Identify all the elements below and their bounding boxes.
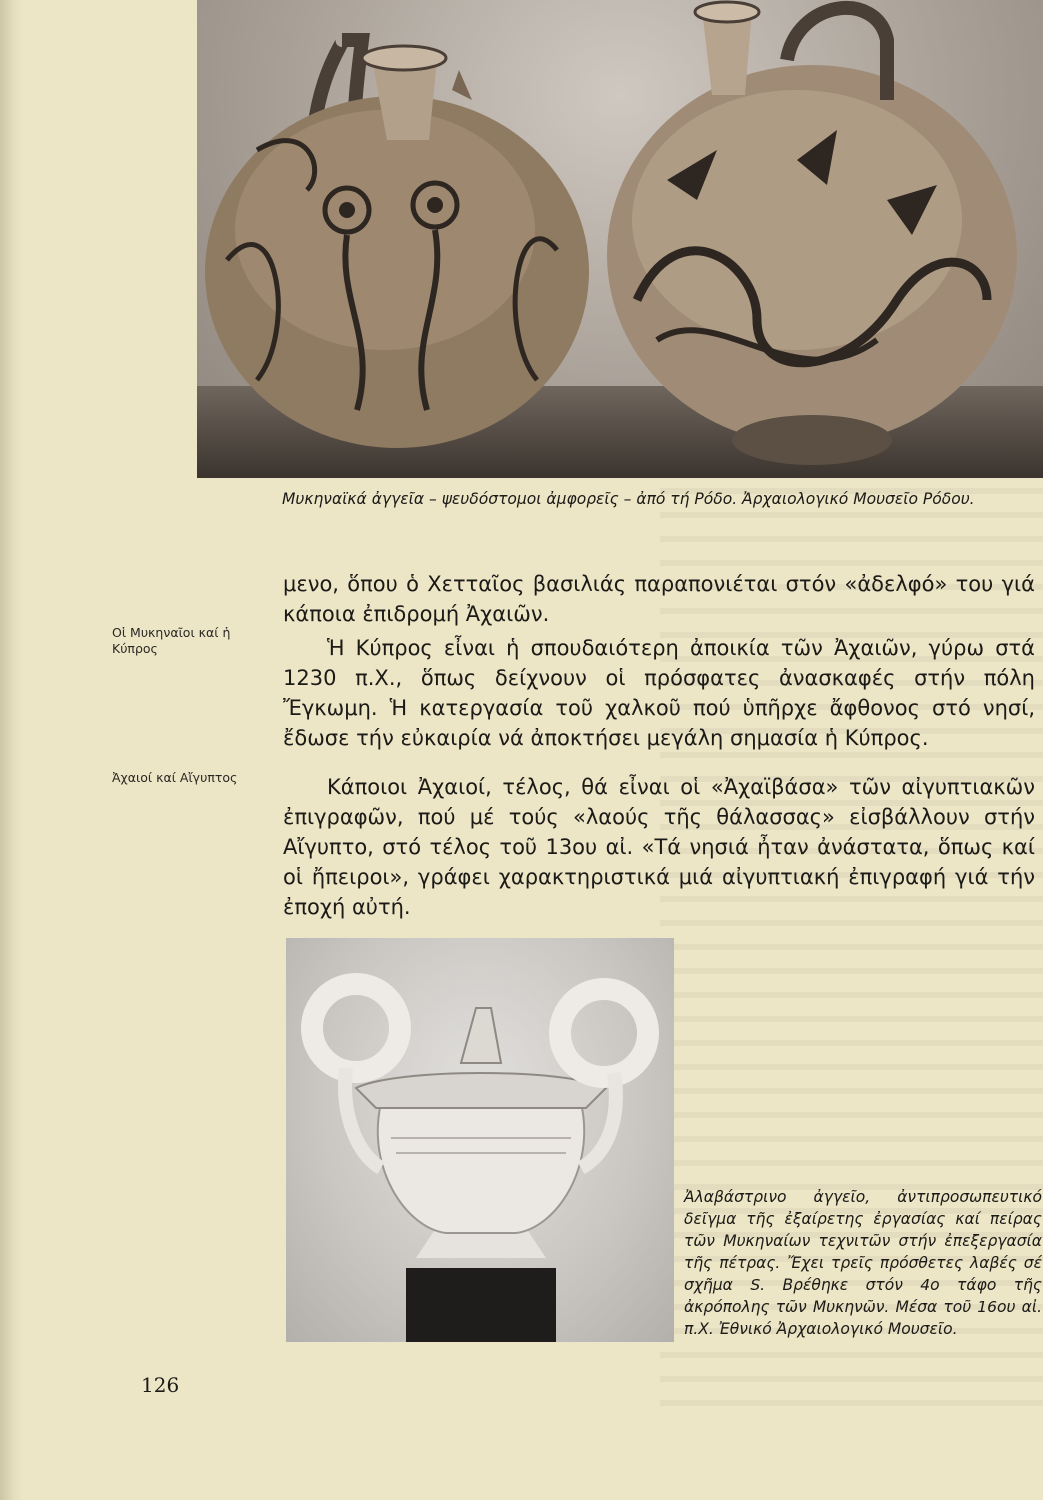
- top-figure-caption: Μυκηναϊκά ἀγγεῖα – ψευδόστομοι ἀμφορεῖς – ἀπό τή Ρόδο. Ἀρχαιολογικό Μουσεῖο Ρόδου.: [282, 490, 975, 508]
- margin-note-achaeans-egypt: Ἀχαιοί καί Αἴγυπτος: [112, 770, 238, 785]
- page-gutter-shadow: [0, 0, 22, 1500]
- paragraph-achaeans: Κάποιοι Ἀχαιοί, τέλος, θά εἶναι οἱ «Ἀχαϊβάσα» τῶν αἰγυπτιακῶν ἐπιγραφῶν, πού μέ τούς «λαούς τῆς θάλασσας» εἰσβάλλουν στήν Αἴγυπτο, στό τέλος τοῦ 13ου αἰ. «Τά νησιά ἦταν ἀνάστατα, ὅπως καί οἱ ἤπειροι», γράφει χαρακτηριστικά μιά αἰγυπτιακή ἐπιγραφή γιά τήν ἐποχή αὐτή.: [283, 775, 1035, 919]
- page-number: 126: [141, 1373, 180, 1397]
- paragraph-cyprus: Ἡ Κύπρος εἶναι ἡ σπουδαιότερη ἀποικία τῶν Ἀχαιῶν, γύρω στά 1230 π.Χ., ὅπως δείχνουν οἱ πρόσφατες ἀνασκαφές στήν πόλη Ἔγκωμη. Ἡ κατεργασία τοῦ χαλκοῦ πού ὑπῆρχε ἄφθονος στό νησί, ἔδωσε τήν εὐκαιρία νά ἀποκτήσει μεγάλη σημασία ἡ Κύπρος.: [283, 636, 1035, 750]
- margin-note-mycenaeans-cyprus: Οἱ Μυκηναῖοι καί ἡ Κύπρος: [112, 625, 231, 656]
- photo-alabaster-vessel: [286, 938, 674, 1342]
- paragraph-continuation: μενο, ὅπου ὁ Χετταῖος βασιλιάς παραπονιέται στόν «ἀδελφό» του γιά κάποια ἐπιδρομή Ἀχαιῶν.: [283, 572, 1035, 626]
- left-jar: [205, 40, 589, 448]
- photo-mycenaean-jars: [197, 0, 1043, 478]
- alabaster-vessel-illustration: [286, 938, 674, 1342]
- bottom-figure-caption: Ἀλαβάστρινο ἀγγεῖο, ἀντιπροσωπευτικό δεῖγμα τῆς ἐξαίρετης ἐργασίας καί πείρας τῶν Μυκηναίων τεχνιτῶν στήν ἐπεξεργασία τῆς πέτρας. Ἔχει τρεῖς πρόσθετες λαβές σέ σχῆμα S. Βρέθηκε στόν 4ο τάφο τῆς ἀκρόπολης τῶν Μυκηνῶν. Μέσα τοῦ 16ου αἰ. π.Χ. Ἐθνικό Ἀρχαιολογικό Μουσεῖο.: [684, 1188, 1042, 1338]
- jars-illustration: [197, 0, 1043, 478]
- right-jar: [607, 2, 1017, 465]
